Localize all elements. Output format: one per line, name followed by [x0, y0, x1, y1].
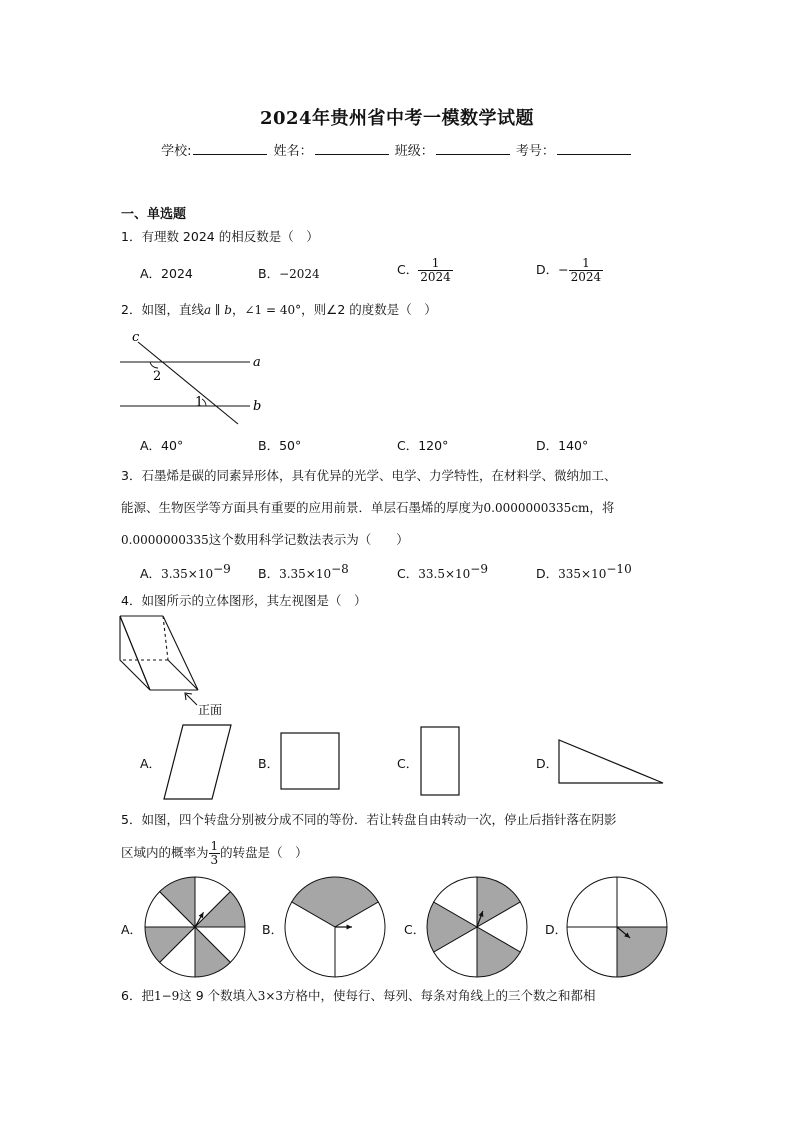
page-title: 2024年贵州省中考一模数学试题 — [259, 108, 535, 129]
q3-line2-tail: ，将 — [589, 500, 615, 515]
q5-option-b[interactable]: B． — [262, 922, 284, 937]
q3-b-prefix: B． — [258, 566, 280, 582]
q1-d-prefix: D．− — [536, 262, 569, 277]
q1-stem: 1．有理数 2024 的相反数是（ ） — [121, 229, 319, 244]
q3-line2-value: 0.0000000335cm — [483, 501, 590, 515]
q2-label-a: a — [253, 355, 261, 370]
q6-stem-math2: 3×3 — [257, 989, 284, 1003]
q3-c-prefix: C． — [397, 566, 419, 582]
q3-line3-text: 这个数用科学记数法表示为（ ） — [208, 532, 409, 547]
q3-d-exponent: −10 — [606, 562, 632, 576]
q4-stem: 4．如图所示的立体图形，其左视图是（ ） — [121, 593, 367, 608]
q2-stem-angle: ∠1 = 40° — [244, 303, 302, 317]
q2-stem-part2: ， — [231, 302, 245, 317]
q2-label-2: 2 — [153, 369, 162, 384]
q6-stem-part2: 这 9 个数填入 — [179, 988, 258, 1003]
q5-option-c[interactable]: C． — [404, 922, 426, 937]
q5-frac-numerator: 1 — [210, 839, 219, 853]
q1-option-a[interactable]: A．2024 — [140, 266, 193, 281]
q3-a-base: 3.35×10 — [161, 567, 214, 582]
q2-stem-math: a ∥ b — [203, 303, 232, 317]
q3-d-prefix: D． — [536, 566, 559, 582]
q2-option-d[interactable]: D．140° — [536, 438, 589, 453]
q2-option-a[interactable]: A．40° — [140, 438, 184, 453]
q5-option-d[interactable]: D． — [545, 922, 568, 937]
q1-c-prefix: C． — [397, 262, 419, 277]
q1-d-numerator: 1 — [582, 256, 590, 270]
q2-option-b[interactable]: B．50° — [258, 438, 302, 453]
q2-label-c: c — [132, 330, 140, 345]
q3-b-exponent: −8 — [331, 562, 349, 576]
q1-b-prefix: B． — [258, 266, 280, 281]
school-label: 学校: — [161, 144, 192, 159]
q5-spinner-d-sector — [567, 927, 617, 977]
q5-frac-denominator: 3 — [210, 853, 219, 867]
q3-line1: 3．石墨烯是碳的同素异形体，具有优异的光学、电学、力学特性，在材料学、微纳加工、 — [121, 468, 617, 483]
q6-stem-part3: 方格中，使每行、每列、每条对角线上的三个数之和都相 — [283, 988, 596, 1003]
q1-c-denominator: 2024 — [420, 270, 451, 284]
name-label: 姓名： — [273, 144, 313, 159]
q4-front-label: 正面 — [198, 703, 223, 717]
q4-option-d[interactable]: D． — [536, 756, 559, 771]
q5-spinner-d-sector — [617, 877, 667, 927]
class-label: 班级： — [394, 144, 434, 159]
number-label: 考号： — [515, 144, 555, 159]
q3-a-exponent: −9 — [213, 562, 231, 576]
q2-stem-part3: ，则∠2 的度数是（ ） — [301, 302, 437, 317]
q1-d-denominator: 2024 — [570, 270, 602, 284]
q2-stem-part1: 2．如图，直线 — [121, 302, 204, 317]
q6-stem — [121, 986, 596, 1004]
q3-b-base: 3.35×10 — [279, 567, 332, 582]
q3-d-base: 335×10 — [558, 567, 607, 582]
q4-option-a[interactable]: A． — [140, 756, 162, 771]
q2-label-1: 1 — [195, 395, 204, 410]
q3-a-prefix: A． — [140, 566, 162, 582]
q5-line2-text: 区域内的概率为 — [121, 845, 209, 860]
q3-line2-text: 能源、生物医学等方面具有重要的应用前景．单层石墨烯的厚度为 — [121, 500, 484, 515]
section-title: 一、单选题 — [121, 207, 187, 222]
q5-line2-tail: 的转盘是（ ） — [220, 845, 308, 860]
q5-option-a[interactable]: A． — [121, 922, 143, 937]
q6-stem-part1: 6．把 — [121, 988, 154, 1003]
q3-c-exponent: −9 — [470, 562, 488, 576]
q5-line1: 5．如图，四个转盘分别被分成不同的等份．若让转盘自由转动一次，停止后指针落在阴影 — [121, 812, 617, 827]
q3-line3-value: 0.0000000335 — [121, 533, 209, 547]
q4-option-b[interactable]: B． — [258, 756, 280, 771]
q4-option-c[interactable]: C． — [397, 756, 419, 771]
q1-c-numerator: 1 — [431, 256, 440, 270]
q3-c-base: 33.5×10 — [418, 567, 471, 582]
q1-b-value: −2024 — [279, 267, 320, 281]
q2-option-c[interactable]: C．120° — [397, 438, 449, 453]
q5-spinner-d-sector — [617, 927, 667, 977]
q6-stem-math1: 1−9 — [153, 989, 180, 1003]
q2-label-b: b — [253, 399, 262, 414]
q5-spinner-d-sector — [567, 877, 617, 927]
